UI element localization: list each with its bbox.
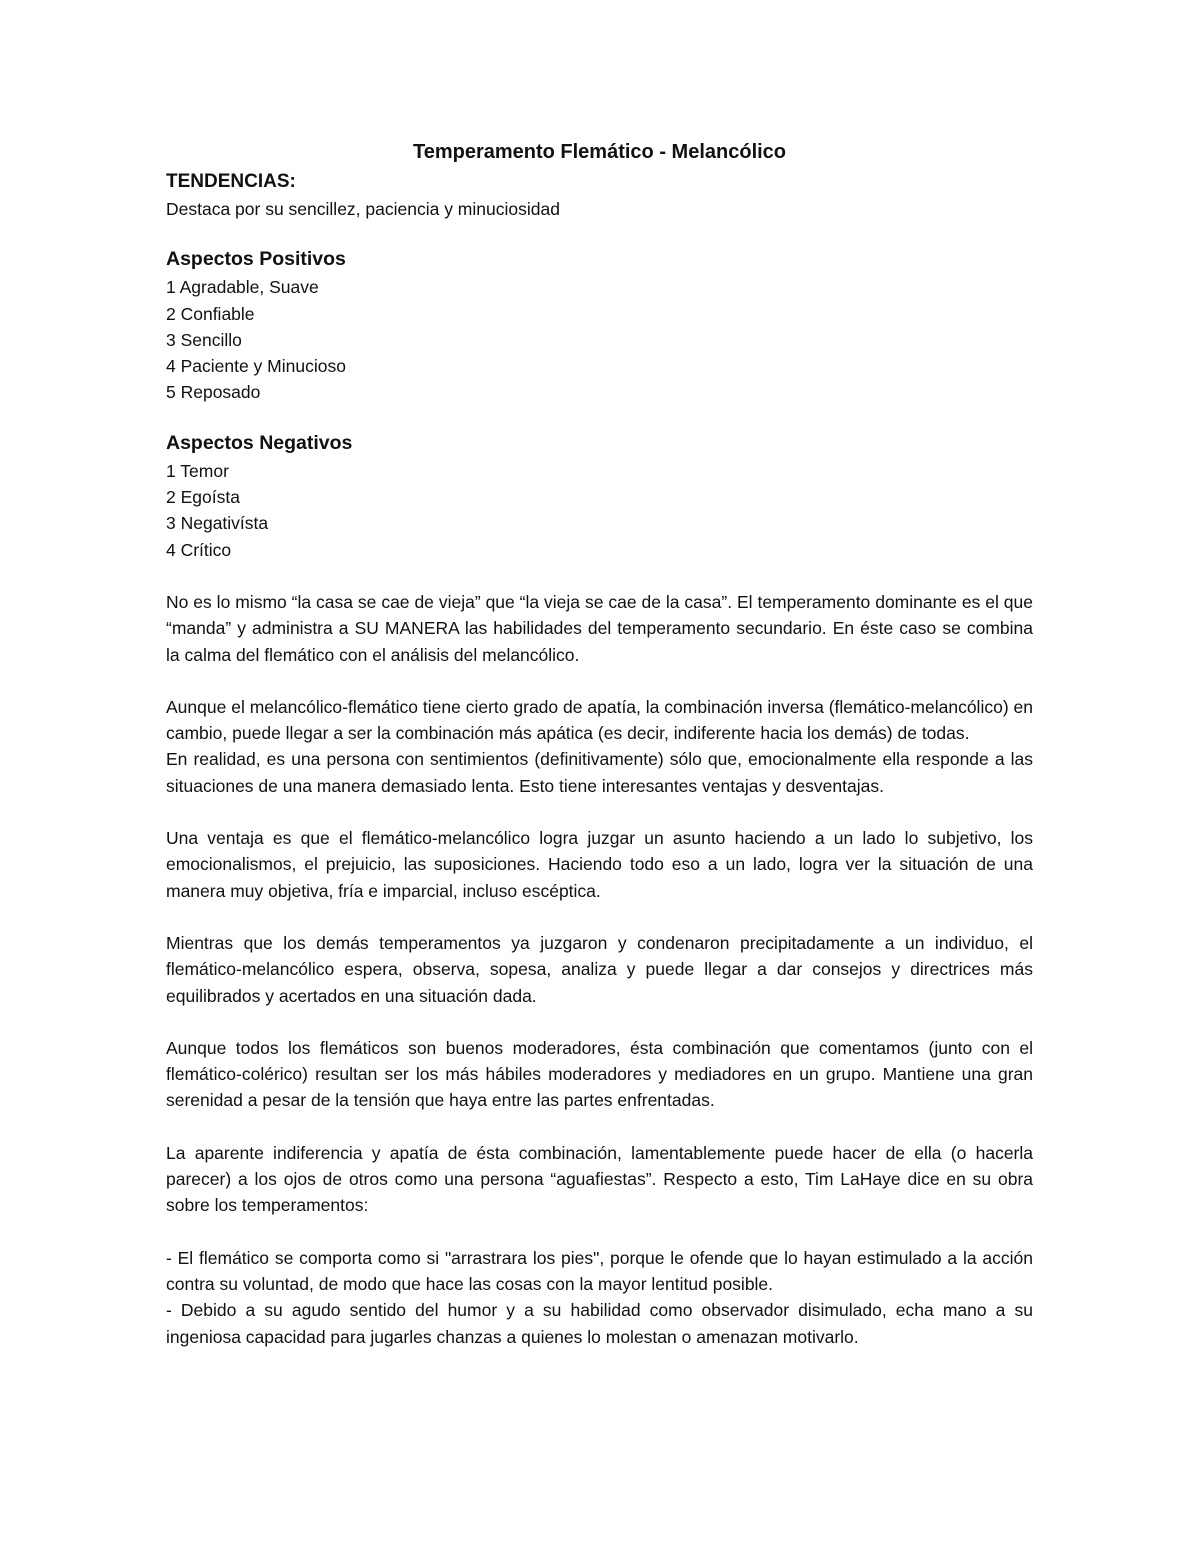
- tendencias-text: Destaca por su sencillez, paciencia y minuciosidad: [166, 199, 560, 219]
- list-item: 5 Reposado: [166, 382, 261, 403]
- document-page: [166, 136, 1033, 1350]
- list-item: 1 Agradable, Suave: [166, 277, 319, 298]
- paragraph: - Debido a su agudo sentido del humor y a su habilidad como observador disimulado, echa mano a su ingeniosa capacidad para jugarles chanzas a quienes lo molestan o amenazan motivarlo.: [166, 1300, 1033, 1347]
- list-item: 3 Sencillo: [166, 329, 242, 350]
- list-item: 1 Temor: [166, 460, 229, 481]
- document-title: Temperamento Flemático - Melancólico: [412, 141, 787, 163]
- paragraph: Aunque el melancólico-flemático tiene cierto grado de apatía, la combinación inversa (flemático-melancólico) en cambio, puede llegar a ser la combinación más apática (es decir, indiferente hacia los demás) de todas.: [166, 696, 1033, 744]
- paragraph: Mientras que los demás temperamentos ya juzgaron y condenaron precipitadamente a un individuo, el flemático-melancólico espera, observa, sopesa, analiza y puede llegar a dar consejos y directrices más equilibrados y acertados en una situación dada.: [166, 932, 1033, 1006]
- tendencias-heading: TENDENCIAS:: [166, 171, 296, 192]
- negativos-list: [166, 458, 1033, 563]
- positivos-list: [166, 274, 1033, 405]
- paragraph: - El flemático se comporta como si "arrastrara los pies", porque le ofende que lo hayan estimulado a la acción contra su voluntad, de modo que hace las cosas con la mayor lentitud posible.: [166, 1247, 1033, 1294]
- list-item: 2 Egoísta: [166, 487, 240, 508]
- list-item: 4 Crítico: [166, 539, 232, 560]
- paragraph: La aparente indiferencia y apatía de ésta combinación, lamentablemente puede hacer de ella (o hacerla parecer) a los ojos de otros como una persona “aguafiestas”. Respecto a esto, Tim LaHaye dice en su obra sobre los temperamentos:: [166, 1142, 1033, 1216]
- paragraph: Aunque todos los flemáticos son buenos moderadores, ésta combinación que comentamos (junto con el flemático-colérico) resultan ser los más hábiles moderadores y mediadores en un grupo. Mantiene una gran serenidad a pesar de la tensión que haya entre las partes enfrentadas.: [166, 1037, 1033, 1111]
- paragraph: Una ventaja es que el flemático-melancólico logra juzgar un asunto haciendo a un lado lo subjetivo, los emocionalismos, el prejuicio, las suposiciones. Haciendo todo eso a un lado, logra ver la situación de una manera muy objetiva, fría e imparcial, incluso escéptica.: [166, 828, 1033, 901]
- paragraph: No es lo mismo “la casa se cae de vieja” que “la vieja se cae de la casa”. El temperamento dominante es el que “manda” y administra a SU MANERA las habilidades del temperamento secundario. En éste caso se combina la calma del flemático con el análisis del melancólico.: [166, 591, 1033, 665]
- paragraph: En realidad, es una persona con sentimientos (definitivamente) sólo que, emocionalmente ella responde a las situaciones de una manera demasiado lenta. Esto tiene interesantes ventajas y desventajas.: [166, 749, 1033, 796]
- negativos-heading: Aspectos Negativos: [166, 431, 353, 454]
- list-item: 3 Negativísta: [166, 513, 269, 534]
- positivos-heading: Aspectos Positivos: [166, 248, 346, 271]
- list-item: 2 Confiable: [166, 303, 255, 324]
- list-item: 4 Paciente y Minucioso: [166, 356, 346, 377]
